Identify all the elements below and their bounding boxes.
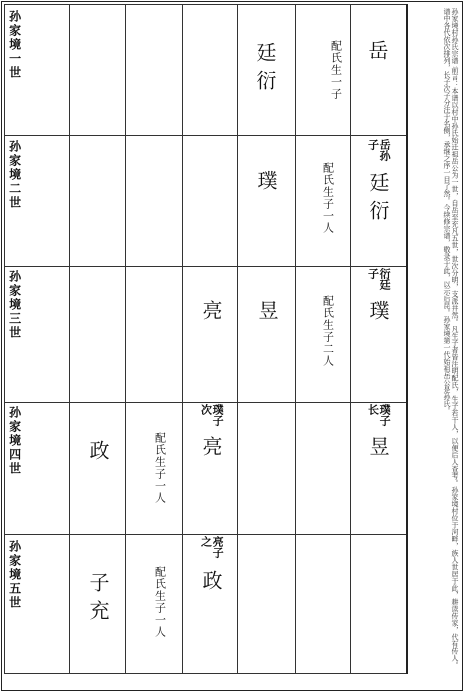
grid-line [4,534,406,535]
child-name: 璞 [254,170,278,198]
lineage-label: 璞子次 [199,404,225,426]
grid-line [350,4,351,674]
grid-line [69,4,70,674]
generation-label: 孙家境五世 [7,540,22,610]
generation-label: 孙家境三世 [7,270,22,340]
lineage-label: 衍廷子 [366,268,392,290]
grid-line [4,266,406,267]
lineage-label: 亮子之 [199,536,225,558]
grid-line [4,135,406,136]
spouse-note: 配氏生子一人 [153,566,167,638]
child-name: 廷衍 [253,42,277,98]
person-name: 政 [199,570,223,598]
grid-line [4,673,406,674]
person-name: 亮 [199,436,223,464]
note-strip-border [406,4,408,674]
spouse-note: 配氏生子一人 [321,162,335,234]
person-name: 昱 [366,436,390,464]
child-name: 昱 [255,300,279,328]
person-name: 廷衍 [366,172,390,228]
generation-label: 孙家境二世 [7,140,22,210]
generation-label: 孙家境四世 [7,406,22,476]
grid-line [295,4,296,674]
child-name: 子充 [86,572,110,628]
person-name: 岳 [365,40,389,68]
spouse-note: 配氏生子二人 [321,295,335,367]
lineage-label: 岳孙子 [366,139,392,161]
generation-label: 孙家境一世 [7,10,22,80]
grid-line [237,4,238,674]
child-name: 亮 [199,300,223,328]
grid-line [125,4,126,674]
spouse-note: 配氏生一子 [329,40,343,100]
grid-line [4,4,406,5]
person-name: 璞 [366,300,390,328]
grid-line [182,4,183,674]
outer-border [1,1,463,691]
grid-line [4,4,5,674]
header-note: 孙家境村孙氏宗谱 前言：本谱以村中孙氏始迁祖岳公为一世，自岳至充凡五世，世次分明，支派井然。凡生子者皆注明配氏，生子若干人，以便后人查考。孙家境村位于河畔，族人世居于此，耕读传家，代有传人。谱中各代依次排列，长子次子分注于名侧，承继之序一目了然。今续修宗谱，敬录于此，以示后昆。孙家境第一代始祖岳公是孙氏。 [443,8,459,669]
lineage-label: 璞子长 [366,404,392,426]
child-name: 政 [86,440,110,468]
spouse-note: 配氏生子一人 [153,432,167,504]
grid-line [4,402,406,403]
